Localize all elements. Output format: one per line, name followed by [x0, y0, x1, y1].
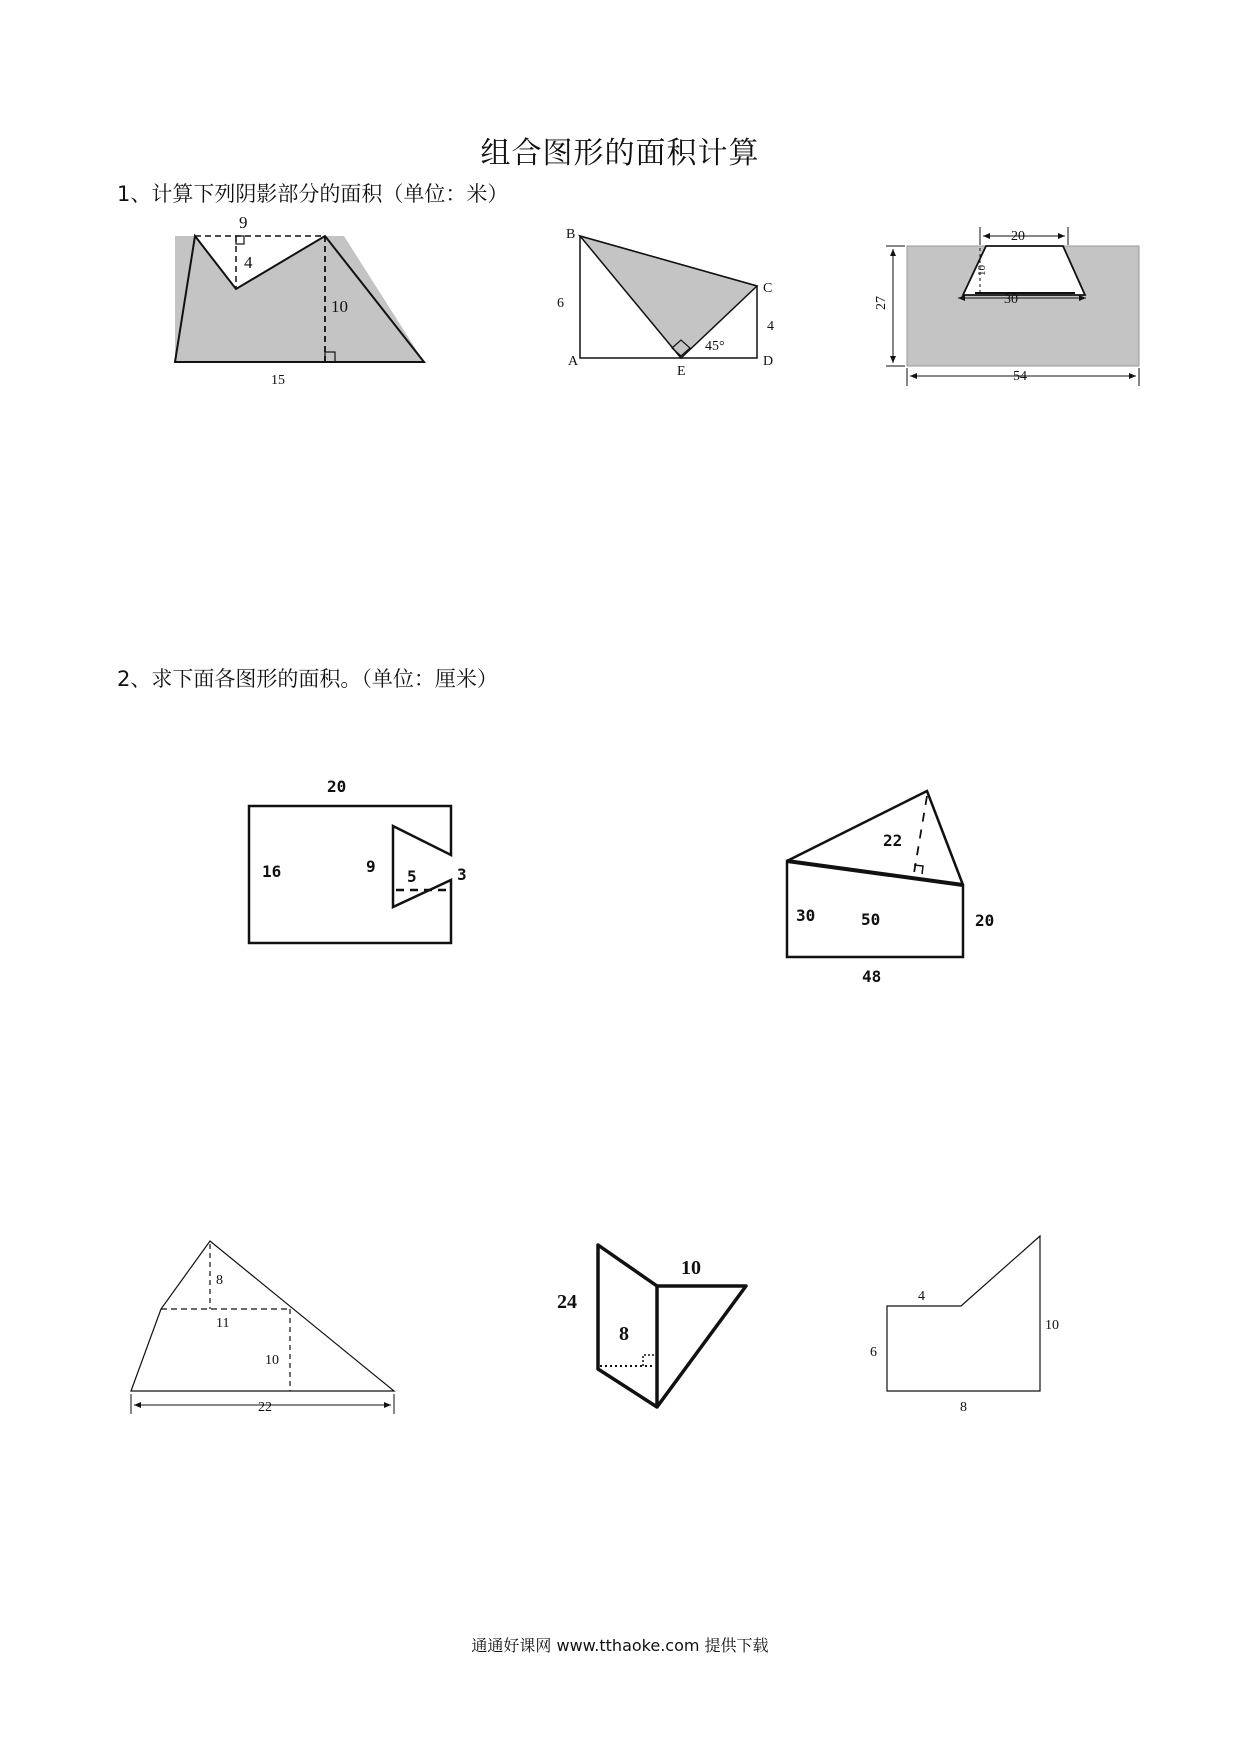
figure-2-label-a: A: [568, 354, 579, 369]
figure-5-hypotenuse: [787, 861, 963, 885]
question-2-heading: 2、求下面各图形的面积。（单位：厘米）: [117, 667, 498, 691]
figure-2-ab-label: 6: [557, 296, 564, 311]
figure-6-mid-label: 11: [216, 1316, 230, 1331]
figure-1: [175, 213, 424, 388]
figure-5-hypotenuse-label: 50: [861, 910, 881, 929]
figure-6-lower-height-label: 10: [265, 1353, 279, 1368]
figure-4: [249, 777, 467, 943]
figure-5-base-label: 48: [862, 967, 882, 986]
figure-8: [870, 1236, 1059, 1415]
figure-8-left-label: 6: [870, 1345, 877, 1360]
figure-6-arrow: [384, 1402, 391, 1408]
figure-7: [557, 1245, 746, 1407]
figure-3: [874, 227, 1139, 386]
figure-3-arrow: [1058, 233, 1065, 239]
figure-6-upper-height-label: 8: [216, 1273, 223, 1288]
figure-2: [557, 227, 774, 379]
figure-4-height-label: 16: [262, 862, 282, 881]
figure-5-triangle: [787, 791, 963, 885]
figure-6-outline: [131, 1241, 394, 1391]
figure-1-top-label: 9: [239, 213, 248, 232]
figure-6-base-label: 22: [258, 1400, 272, 1415]
figure-3-arrow: [890, 249, 896, 256]
figure-8-right-label: 10: [1045, 1318, 1059, 1333]
figure-3-height-label: 27: [874, 296, 889, 310]
figure-5-height-label: 22: [883, 831, 903, 850]
figure-1-side-label: 10: [331, 297, 348, 316]
figure-1-right-angle-mark-top: [236, 236, 244, 244]
figure-2-label-c: C: [763, 281, 773, 296]
figure-2-label-e: E: [677, 364, 686, 379]
figure-2-shaded-triangle: [580, 236, 757, 358]
figure-7-triangle: [657, 1286, 746, 1407]
figure-6: [131, 1241, 394, 1415]
figure-2-cd-label: 4: [767, 319, 774, 334]
figure-3-arrow: [983, 233, 990, 239]
figure-7-right-angle-mark: [643, 1355, 655, 1366]
figure-2-label-b: B: [566, 227, 576, 242]
figure-4-depth-label: 5: [407, 867, 417, 886]
figure-4-notch-label: 9: [366, 857, 376, 876]
figure-4-width-label: 20: [327, 777, 347, 796]
figure-3-arrow: [1129, 373, 1136, 379]
figure-8-base-label: 8: [960, 1400, 967, 1415]
figure-2-label-d: D: [763, 354, 774, 369]
figure-8-outline: [887, 1236, 1040, 1391]
figure-1-notch-height-label: 4: [244, 253, 253, 272]
figure-8-top-label: 4: [918, 1289, 925, 1304]
figure-7-side-label: 10: [681, 1257, 701, 1279]
figure-5: [787, 791, 994, 986]
figure-3-depth-label: 10: [976, 265, 988, 276]
figure-2-angle-label: 45°: [705, 339, 725, 354]
figure-7-width-label: 8: [619, 1323, 629, 1345]
figure-5-right-label: 20: [975, 911, 995, 930]
figure-5-left-label: 30: [796, 906, 816, 925]
figure-5-height-line: [914, 796, 927, 873]
figure-3-top-label: 20: [1011, 229, 1025, 244]
figure-1-shaded-region: [175, 236, 424, 362]
figure-6-arrow: [134, 1402, 141, 1408]
figure-7-height-label: 24: [557, 1291, 577, 1313]
footer-text: 通通好课网 www.tthaoke.com 提供下载: [471, 1636, 769, 1655]
figure-1-base-label: 15: [271, 373, 285, 388]
figure-3-arrow: [890, 356, 896, 363]
figure-3-arrow: [910, 373, 917, 379]
page-title: 组合图形的面积计算: [480, 136, 760, 171]
question-1-heading: 1、计算下列阴影部分的面积（单位：米）: [117, 182, 509, 206]
figure-4-gap-label: 3: [457, 865, 467, 884]
figure-3-bottom-label: 30: [1004, 292, 1018, 307]
figure-3-width-label: 54: [1013, 369, 1027, 384]
